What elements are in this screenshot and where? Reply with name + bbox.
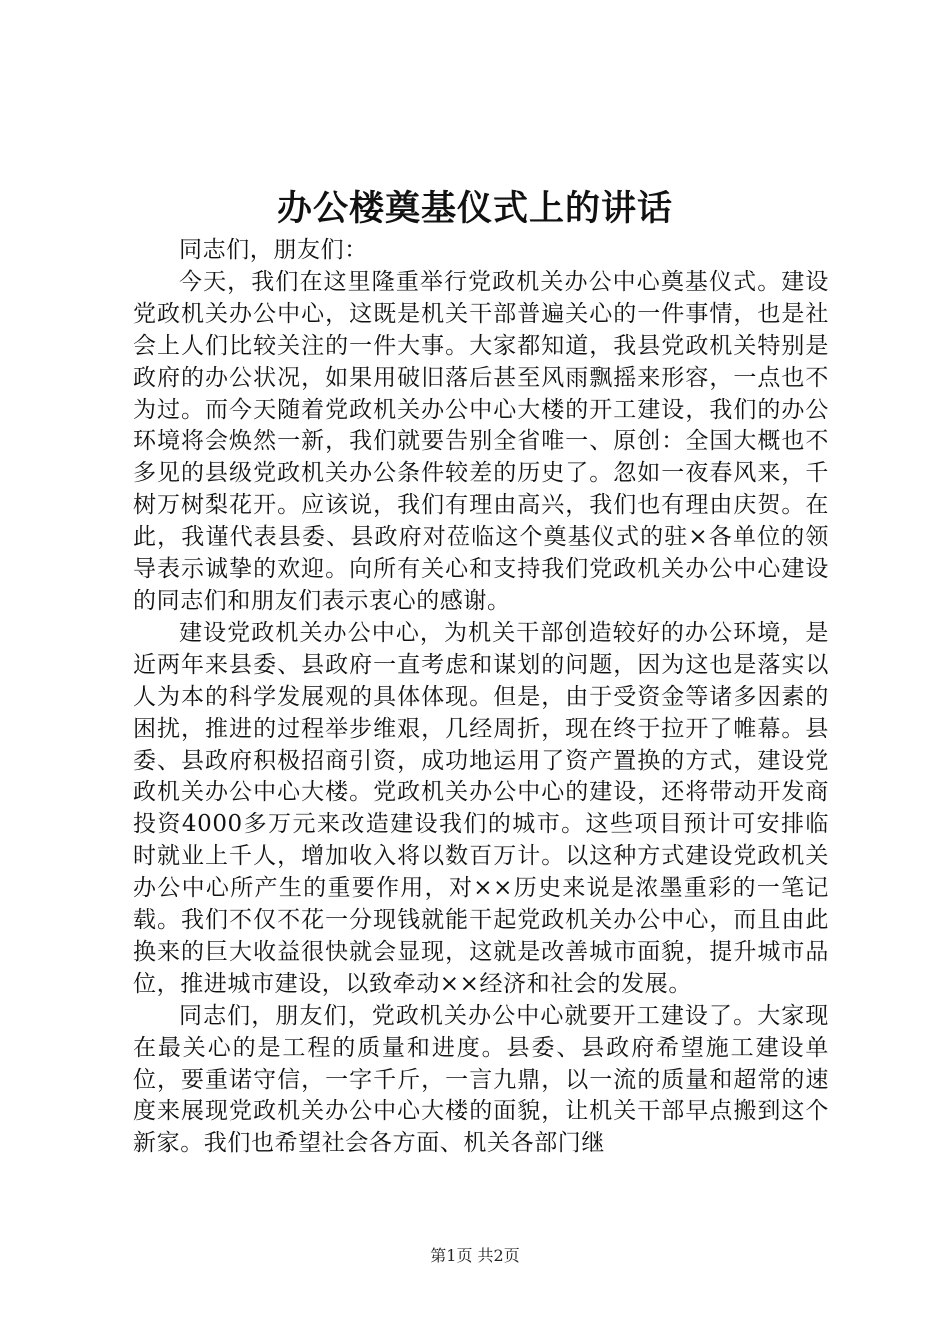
- paragraph: 建设党政机关办公中心，为机关干部创造较好的办公环境，是近两年来县委、县政府一直考虑和谋划的问题，因为这也是落实以人为本的科学发展观的具体体现。但是，由于受资金等诸多因素的困扰，推进的过程举步维艰，几经周折，现在终于拉开了帷幕。县委、县政府积极招商引资，成功地运用了资产置换的方式，建设党政机关办公中心大楼。党政机关办公中心的建设，还将带动开发商投资4000多万元来改造建设我们的城市。这些项目预计可安排临时就业上千人，增加收入将以数百万计。以这种方式建设党政机关办公中心所产生的重要作用，对××历史来说是浓墨重彩的一笔记载。我们不仅不花一分现钱就能干起党政机关办公中心，而且由此换来的巨大收益很快就会显现，这就是改善城市面貌，提升城市品位，推进城市建设，以致牵动××经济和社会的发展。: [133, 619, 829, 997]
- salutation: 同志们，朋友们：: [179, 237, 368, 263]
- page-number: 第1页 共2页: [430, 1246, 520, 1265]
- document-body: [133, 235, 829, 1160]
- page-title: 办公楼奠基仪式上的讲话: [276, 188, 673, 229]
- paragraph: 今天，我们在这里隆重举行党政机关办公中心奠基仪式。建设党政机关办公中心，这既是机关干部普遍关心的一件事情，也是社会上人们比较关注的一件大事。大家都知道，我县党政机关特别是政府的办公状况，如果用破旧落后甚至风雨飘摇来形容，一点也不为过。而今天随着党政机关办公中心大楼的开工建设，我们的办公环境将会焕然一新，我们就要告别全省唯一、原创：全国大概也不多见的县级党政机关办公条件较差的历史了。忽如一夜春风来，千树万树梨花开。应该说，我们有理由高兴，我们也有理由庆贺。在此，我谨代表县委、县政府对莅临这个奠基仪式的驻×各单位的领导表示诚挚的欢迎。向所有关心和支持我们党政机关办公中心建设的同志们和朋友们表示衷心的感谢。: [133, 268, 829, 614]
- paragraph: 同志们，朋友们，党政机关办公中心就要开工建设了。大家现在最关心的是工程的质量和进度。县委、县政府希望施工建设单位，要重诺守信，一字千斤，一言九鼎，以一流的质量和超常的速度来展现党政机关办公中心大楼的面貌，让机关干部早点搬到这个新家。我们也希望社会各方面、机关各部门继: [133, 1002, 829, 1157]
